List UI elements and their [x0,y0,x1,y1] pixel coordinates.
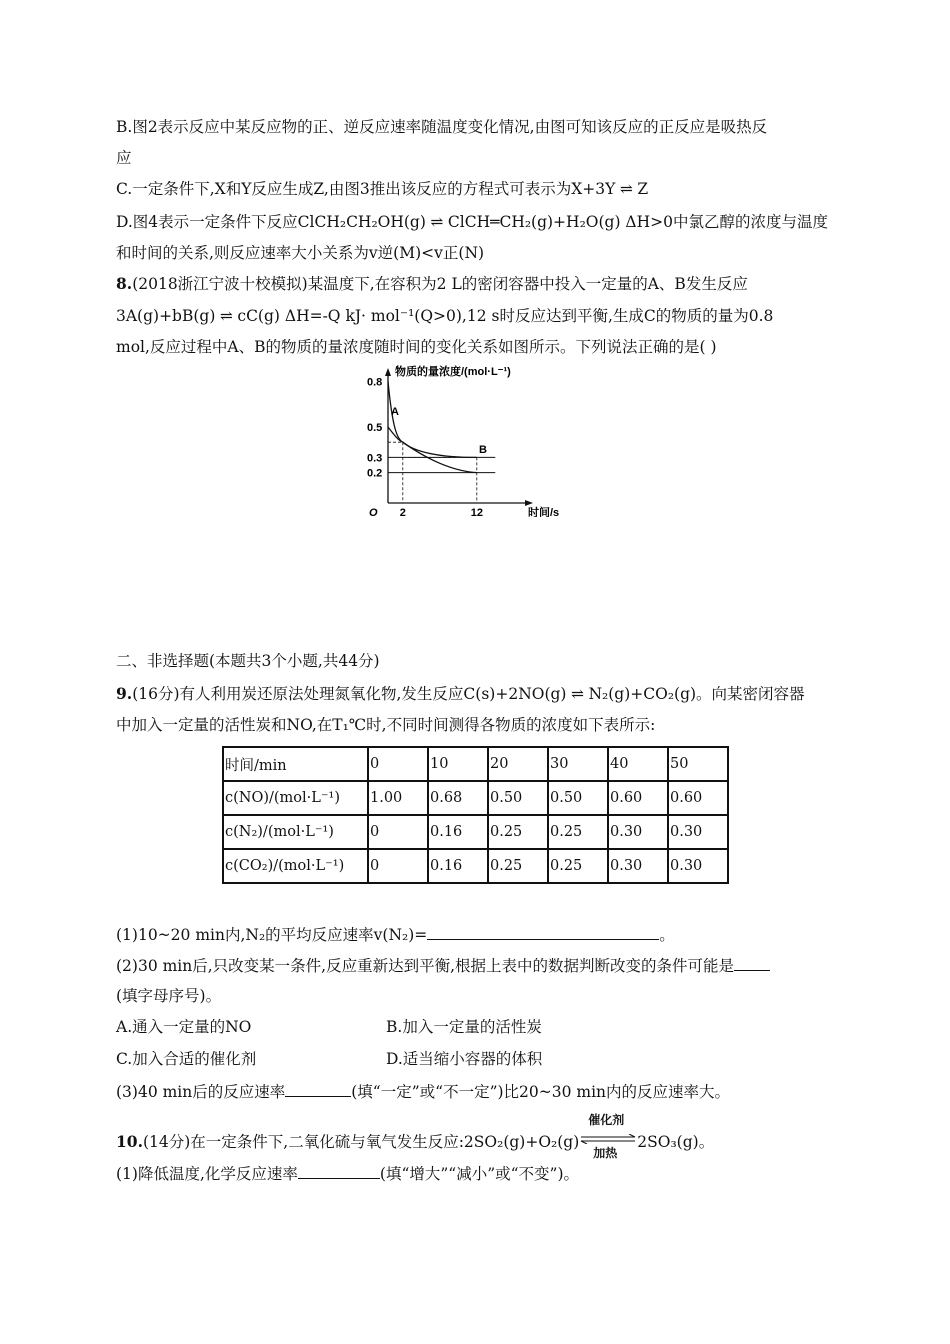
y-tick-label: 0.5 [367,422,383,434]
q9-sub3: (3)40 min后的反应速率 (填“一定”或“不一定”)比20~30 min内的反应速率大。 [116,1080,730,1103]
table-cell: 0.30 [608,849,668,883]
q9-sub2-line2: (填字母序号)。 [116,987,222,1005]
table-cell: 0.16 [428,849,488,883]
series-b-curve [388,427,477,457]
table-cell: 0.25 [548,815,608,849]
table-cell: 20 [488,747,548,781]
q7-option-d-line1: D.图4表示一定条件下反应ClCH₂CH₂OH(g) ⇌ ClCH═CH₂(g)+H₂O(g) ΔH>0中氯乙醇的浓度与温度 [116,213,828,231]
x-tick-label: 12 [470,507,484,517]
y-tick-label: 0.8 [367,376,383,389]
table-cell: 0.50 [548,781,608,815]
q7-option-b-line1: B.图2表示反应中某反应物的正、逆反应速率随温度变化情况,由图可知该反应的正反应是吸热反 [116,118,768,136]
q9-option-a: A.通入一定量的NO [116,1018,252,1036]
table-cell: c(CO₂)/(mol·L⁻¹) [223,849,368,883]
table-cell: 0.60 [608,781,668,815]
table-cell: 0.30 [668,815,728,849]
table-cell: 0.68 [428,781,488,815]
x-tick-label: 2 [399,507,406,517]
double-bond-icon: ═ [490,213,500,231]
table-header-row [223,747,728,781]
table-cell: 10 [428,747,488,781]
table-cell: 0 [368,849,428,883]
answer-blank[interactable] [734,954,770,971]
equilibrium-arrow-icon: ⇌ [619,180,633,198]
q9-stem-line1: 9.(16分)有人利用炭还原法处理氮氧化物,发生反应C(s)+2NO(g) ⇌ N₂(g)+CO₂(g)。向某密闭容器 [116,684,805,703]
table-cell: 时间/min [223,747,368,781]
table-cell: 50 [668,747,728,781]
q9-option-d: D.适当缩小容器的体积 [386,1050,543,1068]
equilibrium-arrow-icon: ⇌ [219,307,233,325]
table-cell: 0.60 [668,781,728,815]
series-label-b: B [479,443,487,456]
table-cell: 1.00 [368,781,428,815]
y-axis-arrow-icon [385,368,391,376]
origin-label: O [369,507,378,517]
q7-option-b-line2: 应 [116,149,132,167]
q8-stem-line3: mol,反应过程中A、B的物质的量浓度随时间的变化关系如图所示。下列说法正确的是( ) [116,338,717,356]
q10-sub1: (1)降低温度,化学反应速率 (填“增大”“减小”或“不变”)。 [116,1162,579,1185]
answer-blank[interactable] [298,1162,380,1179]
table-cell: c(N₂)/(mol·L⁻¹) [223,815,368,849]
equilibrium-arrow-icon: ⇌ [570,685,584,703]
concentration-chart [365,365,565,517]
table-row [223,781,728,815]
table-row [223,815,728,849]
table-cell: 0.16 [428,815,488,849]
table-cell: 40 [608,747,668,781]
equilibrium-arrow-icon: ⇌ [430,213,444,231]
answer-blank[interactable] [285,1080,351,1097]
table-cell: 0.30 [608,815,668,849]
reaction-condition-arrow: 催化剂 加热 [579,1131,637,1153]
y-tick-label: 0.2 [367,467,383,480]
q10-stem: 10.(14分)在一定条件下,二氧化硫与氧气发生反应:2SO₂(g)+O₂(g) 催化剂 加热 2SO₃(g)。 [116,1113,715,1160]
q9-option-c: C.加入合适的催化剂 [116,1050,257,1068]
table-cell: 0.50 [488,781,548,815]
table-cell: 0 [368,747,428,781]
table-cell: 0.25 [488,815,548,849]
y-tick-label: 0.3 [367,452,383,465]
table-cell: 0.30 [668,849,728,883]
table-cell: 0 [368,815,428,849]
table-cell: 30 [548,747,608,781]
table-cell: 0.25 [548,849,608,883]
q9-option-b: B.加入一定量的活性炭 [386,1018,542,1036]
x-axis-title: 时间/s [528,507,560,517]
q8-stem-line2: 3A(g)+bB(g) ⇌ cC(g) ΔH=-Q kJ· mol⁻¹(Q>0),12 s时反应达到平衡,生成C的物质的量为0.8 [116,307,774,325]
q7-option-d-line2: 和时间的关系,则反应速率大小关系为v逆(M)<v正(N) [116,244,485,262]
series-label-a: A [390,405,399,418]
x-axis-arrow-icon [525,500,533,506]
series-a-curve [388,381,477,472]
q7-option-c: C.一定条件下,X和Y反应生成Z,由图3推出该反应的方程式可表示为X+3Y ⇌ Z [116,180,649,198]
answer-blank[interactable] [427,923,659,940]
table-cell: 0.25 [488,849,548,883]
section-heading: 二、非选择题(本题共3个小题,共44分) [116,652,380,670]
table-row [223,849,728,883]
q9-stem-line2: 中加入一定量的活性炭和NO,在T₁℃时,不同时间测得各物质的浓度如下表所示: [116,716,656,734]
y-axis-title: 物质的量浓度/(mol·L⁻¹) [395,366,511,378]
q9-sub2-line1: (2)30 min后,只改变某一条件,反应重新达到平衡,根据上表中的数据判断改变的条件可能是 [116,954,770,977]
q8-stem-line1: 8.(2018浙江宁波十校模拟)某温度下,在容积为2 L的密闭容器中投入一定量的A、B发生反应 [116,274,748,293]
concentration-table [222,746,729,884]
q9-sub1: (1)10~20 min内,N₂的平均反应速率v(N₂)= 。 [116,923,675,946]
table-cell: c(NO)/(mol·L⁻¹) [223,781,368,815]
